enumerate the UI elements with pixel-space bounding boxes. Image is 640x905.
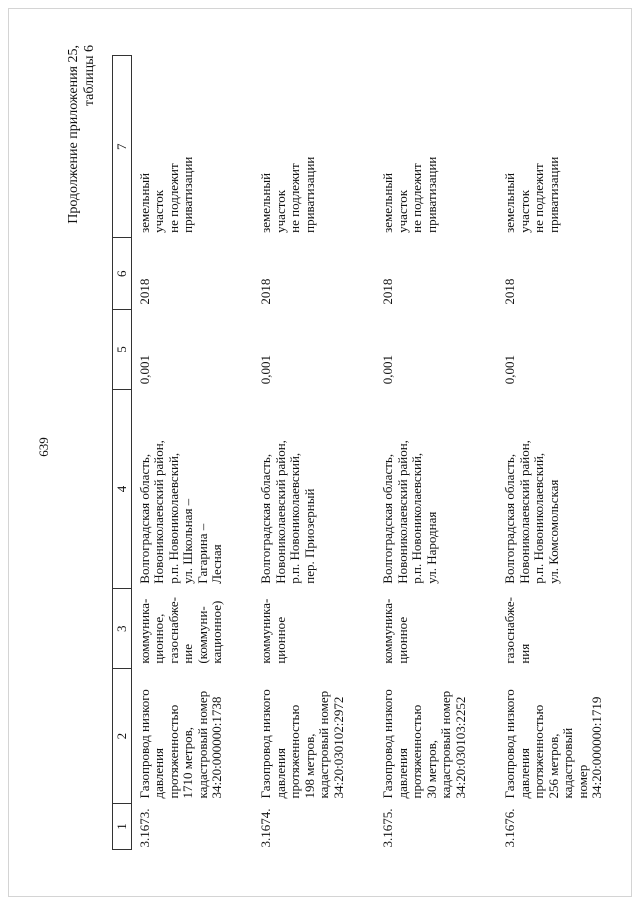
object-address-cell — [253, 389, 375, 588]
object-year-cell — [497, 238, 619, 310]
record-number-cell — [497, 804, 619, 850]
object-address-cell — [375, 389, 497, 588]
object-address-line: р.п. Новониколаевский, — [531, 452, 546, 584]
object-name-line: Газопровод низкого — [136, 689, 152, 799]
object-purpose-cell — [497, 589, 619, 669]
object-note-line: не подлежит — [287, 163, 302, 233]
table-row — [375, 56, 497, 850]
object-note-line: приватизации — [301, 156, 317, 233]
object-value-cell — [131, 310, 253, 390]
object-purpose-line: ционное, — [151, 613, 166, 664]
table-row — [253, 56, 375, 850]
object-name-line: Газопровод низкого — [502, 689, 517, 799]
object-address-line: Новониколаевский район, — [272, 440, 288, 584]
object-purpose-line: кационное) — [209, 600, 224, 664]
record-number-cell — [253, 804, 375, 850]
caption-line-2: таблицы 6 — [82, 45, 97, 107]
object-value-cell — [497, 310, 619, 390]
record-number: 3.1676. — [502, 808, 517, 848]
object-address-line: пер. Приозерный — [301, 488, 317, 584]
object-purpose-line: ционное — [394, 616, 410, 664]
record-number-cell — [375, 804, 497, 850]
object-name-cell — [375, 669, 497, 804]
appendix-caption — [66, 45, 98, 224]
object-name-line: протяженностью — [165, 704, 181, 799]
object-address-line: Новониколаевский район, — [516, 440, 532, 584]
object-name-line: давления — [272, 747, 288, 799]
column-header: 2 — [113, 669, 132, 804]
object-purpose-line: коммуника- — [380, 598, 395, 664]
column-header: 1 — [113, 804, 132, 850]
object-address-line: ул. Народная — [423, 511, 439, 584]
object-year: 2018 — [380, 278, 395, 305]
object-name-line: 1710 метров, — [180, 727, 195, 799]
record-number: 3.1675. — [380, 808, 395, 848]
object-name-line: 34:20:000000:1738 — [209, 696, 224, 799]
object-address-line: Волгоградская область, — [258, 453, 273, 584]
object-name-line: номер 34:20:000000:1719 — [574, 696, 604, 799]
object-name-line: давления — [516, 747, 532, 799]
table-header-row — [113, 56, 132, 850]
column-header: 5 — [113, 310, 132, 390]
object-note-line: не подлежит — [531, 163, 546, 233]
object-address-line: ул. Комсомольская — [545, 479, 561, 584]
object-note-line: земельный — [136, 172, 152, 233]
object-note-line: участок — [272, 189, 288, 233]
object-name-cell — [131, 669, 253, 804]
object-year-cell — [253, 238, 375, 310]
object-address-line: ул. Школьная – — [180, 498, 195, 584]
object-purpose-line: газоснабже- — [165, 596, 181, 664]
object-purpose-line: ционное — [272, 616, 288, 664]
object-value: 0,001 — [502, 355, 517, 385]
object-name-line: 34:20:030102:2972 — [330, 696, 346, 799]
object-address-cell — [497, 389, 619, 588]
object-address-line: р.п. Новониколаевский, — [409, 452, 424, 584]
object-address-line: Гагарина – — [194, 523, 210, 584]
object-address-line: Волгоградская область, — [502, 453, 517, 584]
object-purpose-line: (коммуни- — [194, 606, 210, 664]
object-name-line: давления — [151, 747, 166, 799]
object-purpose-cell — [375, 589, 497, 669]
object-address-line: Новониколаевский район, — [394, 440, 410, 584]
object-address-line: Волгоградская область, — [136, 453, 152, 584]
object-name-line: Газопровод низкого — [380, 689, 395, 799]
caption-line-1: Продолжение приложения 25, — [66, 45, 81, 224]
object-note-line: земельный — [258, 172, 273, 233]
object-purpose-cell — [131, 589, 253, 669]
object-address-line: Новониколаевский район, — [151, 440, 166, 584]
object-note-line: земельный — [380, 172, 395, 233]
object-year-cell — [131, 238, 253, 310]
table-row — [131, 56, 253, 850]
object-year: 2018 — [136, 278, 152, 305]
object-name-line: 198 метров, — [301, 733, 317, 799]
object-note-cell — [375, 56, 497, 238]
object-name-line: 256 метров, кадастровый — [545, 727, 575, 799]
object-name-line: 34:20:030103:2252 — [452, 696, 468, 799]
object-name-line: кадастровый номер — [194, 690, 210, 799]
object-address-cell — [131, 389, 253, 588]
object-note-line: приватизации — [545, 156, 561, 233]
column-header: 4 — [113, 389, 132, 588]
object-name-line: давления — [394, 747, 410, 799]
object-note-line: не подлежит — [409, 163, 424, 233]
object-name-line: протяженностью — [409, 704, 424, 799]
object-purpose-line: ния — [516, 643, 532, 664]
object-note-line: участок — [394, 189, 410, 233]
object-note-line: не подлежит — [165, 163, 181, 233]
object-note-cell — [253, 56, 375, 238]
object-note-line: участок — [151, 189, 166, 233]
record-number: 3.1673. — [136, 808, 152, 848]
object-name-line: протяженностью — [287, 704, 302, 799]
object-note-line: участок — [516, 189, 532, 233]
record-number-cell — [131, 804, 253, 850]
object-name-line: протяженностью — [531, 704, 546, 799]
object-year-cell — [375, 238, 497, 310]
object-purpose-line: газоснабже- — [502, 596, 517, 664]
object-purpose-line: ние — [180, 643, 195, 664]
object-note-cell — [131, 56, 253, 238]
object-name-line: 30 метров, — [423, 740, 439, 799]
object-value-cell — [375, 310, 497, 390]
object-value-cell — [253, 310, 375, 390]
object-name-cell — [497, 669, 619, 804]
object-note-line: земельный — [502, 172, 517, 233]
object-year: 2018 — [258, 278, 273, 305]
object-address-line: р.п. Новониколаевский, — [287, 452, 302, 584]
object-address-line: Лесная — [209, 544, 224, 584]
object-note-line: приватизации — [423, 156, 439, 233]
object-purpose-line: коммуника- — [258, 598, 273, 664]
record-number: 3.1674. — [258, 808, 273, 848]
object-value: 0,001 — [258, 355, 273, 385]
object-note-line: приватизации — [180, 156, 195, 233]
column-header: 3 — [113, 589, 132, 669]
property-table — [112, 55, 619, 850]
object-purpose-line: коммуника- — [136, 598, 152, 664]
column-header: 7 — [113, 56, 132, 238]
object-name-cell — [253, 669, 375, 804]
object-value: 0,001 — [136, 355, 152, 385]
object-year: 2018 — [502, 278, 517, 305]
object-name-line: Газопровод низкого — [258, 689, 273, 799]
object-name-line: кадастровый номер — [316, 690, 331, 799]
column-header: 6 — [113, 238, 132, 310]
object-name-line: кадастровый номер — [438, 690, 453, 799]
object-value: 0,001 — [380, 355, 395, 385]
object-purpose-cell — [253, 589, 375, 669]
object-address-line: р.п. Новониколаевский, — [165, 452, 181, 584]
page-number: 639 — [36, 437, 51, 457]
table-row — [497, 56, 619, 850]
object-note-cell — [497, 56, 619, 238]
object-address-line: Волгоградская область, — [380, 453, 395, 584]
